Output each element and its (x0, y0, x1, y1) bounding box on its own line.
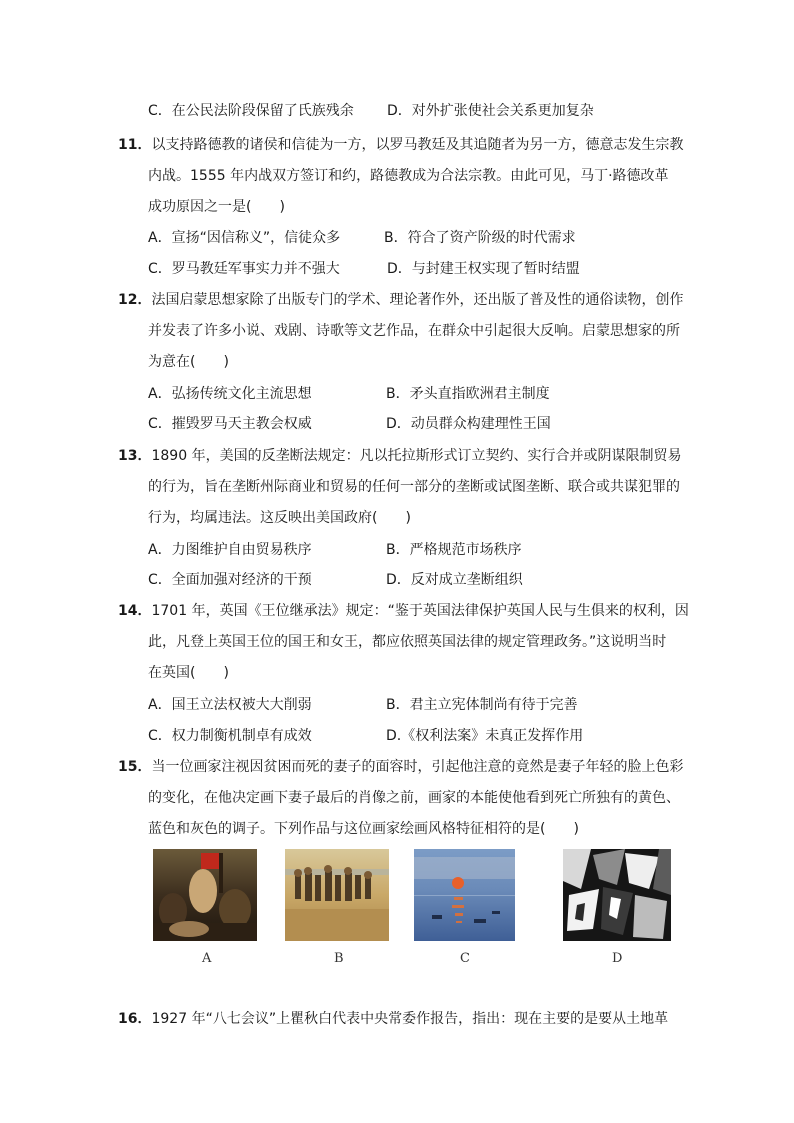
q14-stem-line-1 (118, 601, 689, 621)
q14-number: 14． (118, 603, 152, 619)
q13-text-1: 1890 年，美国的反垄断法规定：凡以托拉斯形式订立契约、实行合并或阴谋限制贸易 (151, 448, 682, 464)
q12-option-c[interactable]: C．摧毁罗马天主教会权威 (148, 416, 312, 432)
q14-text-1: 1701 年，英国《王位继承法》规定：“鉴于英国法律保护英国人民与生俱来的权利，因 (151, 603, 689, 619)
painting-b-label: B (334, 951, 344, 966)
q13-stem-line-3: 行为，均属违法。这反映出美国政府( ) (148, 510, 411, 526)
q14-option-d[interactable]: D.《权利法案》未真正发挥作用 (386, 728, 584, 744)
q14-option-a[interactable]: A．国王立法权被大大削弱 (148, 697, 312, 713)
q10-option-c[interactable]: C．在公民法阶段保留了氏族残余 (148, 103, 354, 119)
painting-a-label: A (202, 951, 212, 966)
q14-option-c[interactable]: C．权力制衡机制卓有成效 (148, 728, 312, 744)
q13-stem-line-1 (118, 446, 682, 466)
q13-stem-line-2: 的行为，旨在垄断州际商业和贸易的任何一部分的垄断或试图垄断、联合或共谋犯罪的 (148, 479, 680, 495)
q12-text-1: 法国启蒙思想家除了出版专门的学术、理论著作外，还出版了普及性的通俗读物，创作 (151, 292, 684, 308)
q10-option-d[interactable]: D．对外扩张使社会关系更加复杂 (387, 103, 594, 119)
q13-option-b[interactable]: B．严格规范市场秩序 (386, 542, 522, 558)
painting-d-label: D (612, 951, 623, 966)
q15-text-1: 当一位画家注视因贫困而死的妻子的面容时，引起他注意的竟然是妻子年轻的脸上色彩 (151, 759, 684, 775)
q14-stem-line-2: 此，凡登上英国王位的国王和女王，都应依照英国法律的规定管理政务。”这说明当时 (148, 634, 667, 650)
q13-number: 13． (118, 448, 152, 464)
q13-option-c[interactable]: C．全面加强对经济的干预 (148, 572, 312, 588)
painting-b-image[interactable] (285, 849, 389, 941)
q11-option-a[interactable]: A．宣扬“因信称义”，信徒众多 (148, 230, 341, 246)
q12-option-a[interactable]: A．弘扬传统文化主流思想 (148, 386, 312, 402)
q12-stem-line-3: 为意在( ) (148, 354, 229, 370)
q12-stem-line-1 (118, 290, 683, 310)
q13-option-a[interactable]: A．力图维护自由贸易秩序 (148, 542, 312, 558)
q11-text-1: 以支持路德教的诸侯和信徒为一方，以罗马教廷及其追随者为另一方，德意志发生宗教 (151, 137, 684, 153)
q12-number: 12． (118, 292, 152, 308)
q12-option-b[interactable]: B．矛头直指欧洲君主制度 (386, 386, 550, 402)
q15-stem-line-3: 蓝色和灰色的调子。下列作品与这位画家绘画风格特征相符的是( ) (148, 821, 579, 837)
q12-stem-line-2: 并发表了许多小说、戏剧、诗歌等文艺作品，在群众中引起很大反响。启蒙思想家的所 (148, 323, 680, 339)
q11-number: 11． (118, 137, 152, 153)
q15-stem-line-2: 的变化，在他决定画下妻子最后的肖像之前，画家的本能使他看到死亡所独有的黄色、 (148, 790, 680, 806)
q11-option-d[interactable]: D．与封建王权实现了暂时结盟 (387, 261, 580, 277)
q11-option-b[interactable]: B．符合了资产阶级的时代需求 (384, 230, 576, 246)
painting-a-image[interactable] (153, 849, 257, 941)
q11-stem-line-1 (118, 135, 683, 155)
painting-c-image[interactable] (414, 849, 515, 941)
painting-d-image[interactable] (563, 849, 671, 941)
q11-option-c[interactable]: C．罗马教廷军事实力并不强大 (148, 261, 340, 277)
q15-stem-line-1 (118, 757, 683, 777)
q13-option-d[interactable]: D．反对成立垄断组织 (386, 572, 523, 588)
q11-stem-line-3: 成功原因之一是( ) (148, 199, 285, 215)
q12-option-d[interactable]: D．动员群众构建理性王国 (386, 416, 551, 432)
q16-number: 16． (118, 1011, 152, 1027)
painting-c-label: C (460, 951, 470, 966)
q16-text-1: 1927 年“八七会议”上瞿秋白代表中央常委作报告，指出：现在主要的是要从土地革 (151, 1011, 669, 1027)
q14-stem-line-3: 在英国( ) (148, 665, 229, 681)
q16-stem-line-1 (118, 1009, 668, 1029)
q11-stem-line-2: 内战。1555 年内战双方签订和约，路德教成为合法宗教。由此可见，马丁·路德改革 (148, 168, 669, 184)
q15-number: 15． (118, 759, 152, 775)
q14-option-b[interactable]: B．君主立宪体制尚有待于完善 (386, 697, 578, 713)
